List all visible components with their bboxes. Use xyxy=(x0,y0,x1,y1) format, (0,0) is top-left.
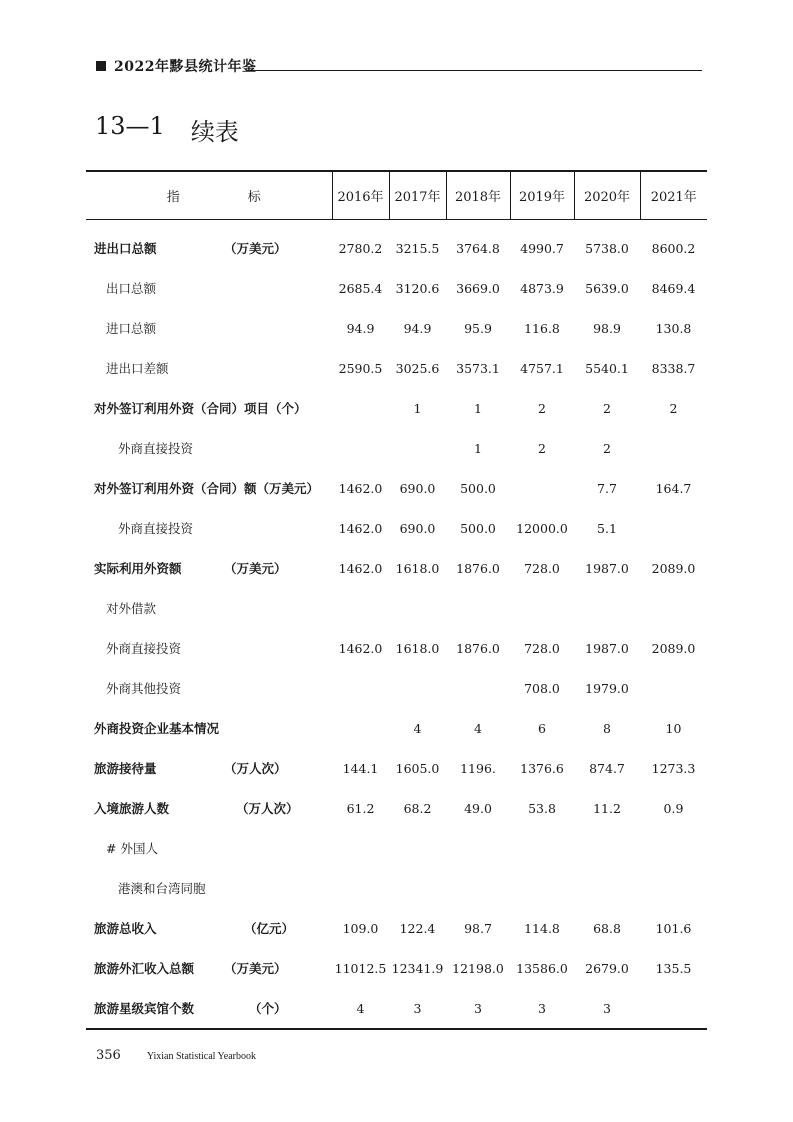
value-cell: 4757.1 xyxy=(520,360,564,376)
year-header: 2018年 xyxy=(446,171,510,220)
table-row xyxy=(86,748,707,788)
value-cell xyxy=(574,828,640,868)
value-cell: 1876.0 xyxy=(456,640,500,656)
value-cell xyxy=(332,708,389,748)
table-title-text: 续表 xyxy=(190,118,239,146)
value-cell: 10 xyxy=(665,720,682,736)
table-row xyxy=(86,588,707,628)
value-cell xyxy=(574,868,640,908)
value-cell: 8469.4 xyxy=(651,280,696,296)
value-cell: 3 xyxy=(474,1000,482,1016)
value-cell xyxy=(389,828,446,868)
value-cell: 1987.0 xyxy=(585,640,629,656)
value-cell: 144.1 xyxy=(342,760,379,776)
value-cell: 3573.1 xyxy=(456,360,500,376)
running-title: 2022年黟县统计年鉴 xyxy=(114,59,257,75)
value-cell: 1462.0 xyxy=(338,480,383,496)
value-cell: 1987.0 xyxy=(585,560,629,576)
value-cell: 2780.2 xyxy=(338,240,383,256)
value-cell: 2 xyxy=(603,440,611,456)
value-cell: 500.0 xyxy=(460,480,496,496)
value-cell: 2590.5 xyxy=(338,360,383,376)
value-cell: 728.0 xyxy=(524,640,560,656)
value-cell xyxy=(446,588,510,628)
value-cell: 874.7 xyxy=(589,760,625,776)
year-header: 2019年 xyxy=(510,171,574,220)
year-header: 2020年 xyxy=(574,171,640,220)
value-cell xyxy=(389,588,446,628)
value-cell xyxy=(640,668,707,708)
row-label-cell xyxy=(86,308,332,348)
value-cell: 3215.5 xyxy=(395,240,440,256)
value-cell: 164.7 xyxy=(655,480,692,496)
value-cell: 68.2 xyxy=(403,800,432,816)
value-cell: 2 xyxy=(603,400,611,416)
year-header: 2021年 xyxy=(640,171,707,220)
value-cell xyxy=(332,388,389,428)
value-cell: 95.9 xyxy=(464,320,492,336)
value-cell: 2089.0 xyxy=(651,640,696,656)
row-label-cell xyxy=(86,468,332,508)
row-unit: （万美元） xyxy=(224,961,287,976)
table-row xyxy=(86,428,707,468)
value-cell xyxy=(332,828,389,868)
value-cell: 130.8 xyxy=(655,320,692,336)
table-row xyxy=(86,948,707,988)
value-cell: 1618.0 xyxy=(395,640,440,656)
value-cell: 2679.0 xyxy=(585,960,629,976)
value-cell: 1618.0 xyxy=(395,560,440,576)
value-cell: 98.7 xyxy=(464,920,492,936)
row-label: 港澳和台湾同胞 xyxy=(118,881,206,896)
row-label: 出口总额 xyxy=(106,281,157,296)
value-cell: 49.0 xyxy=(464,800,492,816)
value-cell xyxy=(389,868,446,908)
value-cell xyxy=(389,428,446,468)
row-label-cell xyxy=(86,548,332,588)
row-unit: （亿元） xyxy=(244,921,295,936)
row-label: 实际利用外资额 xyxy=(94,561,182,576)
table-row xyxy=(86,708,707,748)
indicator-header-char-2: 标 xyxy=(247,190,261,205)
value-cell: 8600.2 xyxy=(651,240,696,256)
value-cell: 3669.0 xyxy=(456,280,500,296)
value-cell: 2089.0 xyxy=(651,560,696,576)
row-label: # 外国人 xyxy=(106,841,158,856)
table-row xyxy=(86,988,707,1029)
value-cell: 68.8 xyxy=(593,920,621,936)
value-cell: 4873.9 xyxy=(520,280,564,296)
row-label-cell xyxy=(86,788,332,828)
table-title xyxy=(95,112,239,147)
value-cell xyxy=(446,868,510,908)
value-cell: 7.7 xyxy=(597,480,617,496)
row-label-cell xyxy=(86,948,332,988)
row-label: 旅游接待量 xyxy=(94,761,157,776)
value-cell: 5.1 xyxy=(597,520,617,536)
value-cell: 728.0 xyxy=(524,560,560,576)
value-cell: 114.8 xyxy=(524,920,560,936)
table-row xyxy=(86,508,707,548)
row-label-cell xyxy=(86,268,332,308)
row-label-cell xyxy=(86,220,332,269)
value-cell: 1196. xyxy=(460,760,496,776)
value-cell: 11.2 xyxy=(593,800,621,816)
row-label-cell xyxy=(86,348,332,388)
indicator-header-char-1: 指 xyxy=(166,190,180,205)
value-cell: 4990.7 xyxy=(520,240,564,256)
row-label-cell xyxy=(86,428,332,468)
black-square-icon xyxy=(96,61,106,71)
value-cell: 708.0 xyxy=(524,680,560,696)
value-cell xyxy=(332,868,389,908)
year-header: 2016年 xyxy=(332,171,389,220)
row-label-cell xyxy=(86,388,332,428)
value-cell: 5540.1 xyxy=(585,360,629,376)
row-label-cell xyxy=(86,988,332,1029)
value-cell xyxy=(640,508,707,548)
value-cell: 2 xyxy=(538,440,546,456)
value-cell: 61.2 xyxy=(346,800,375,816)
value-cell: 2685.4 xyxy=(338,280,383,296)
statistics-table xyxy=(86,170,707,1030)
table-row xyxy=(86,348,707,388)
value-cell xyxy=(446,828,510,868)
value-cell: 5639.0 xyxy=(585,280,629,296)
value-cell xyxy=(640,428,707,468)
value-cell: 1979.0 xyxy=(585,680,629,696)
row-label: 外商直接投资 xyxy=(118,441,194,456)
row-unit: （万美元） xyxy=(224,561,287,576)
value-cell xyxy=(510,828,574,868)
value-cell xyxy=(332,428,389,468)
row-label-cell xyxy=(86,748,332,788)
value-cell: 4 xyxy=(413,720,422,736)
row-label-cell xyxy=(86,668,332,708)
row-label: 旅游外汇收入总额 xyxy=(94,961,195,976)
value-cell xyxy=(510,588,574,628)
row-label-cell xyxy=(86,628,332,668)
row-label: 进出口差额 xyxy=(106,361,169,376)
value-cell: 1 xyxy=(474,440,482,456)
value-cell xyxy=(389,668,446,708)
row-label: 入境旅游人数 xyxy=(94,801,170,816)
value-cell: 690.0 xyxy=(399,520,436,536)
value-cell: 4 xyxy=(356,1000,365,1016)
row-label-cell xyxy=(86,828,332,868)
value-cell xyxy=(640,868,707,908)
value-cell: 1 xyxy=(474,400,482,416)
value-cell: 94.9 xyxy=(403,320,432,336)
value-cell xyxy=(332,668,389,708)
value-cell: 122.4 xyxy=(399,920,436,936)
value-cell: 13586.0 xyxy=(516,960,568,976)
value-cell: 116.8 xyxy=(524,320,560,336)
value-cell: 11012.5 xyxy=(334,960,387,976)
row-unit: （个） xyxy=(249,1001,287,1016)
value-cell xyxy=(640,588,707,628)
row-label: 对外借款 xyxy=(106,601,157,616)
table-row xyxy=(86,548,707,588)
value-cell: 8 xyxy=(603,720,611,736)
value-cell: 101.6 xyxy=(655,920,692,936)
value-cell: 500.0 xyxy=(460,520,496,536)
value-cell xyxy=(332,588,389,628)
row-label: 对外签订利用外资（合同）项目（个） xyxy=(94,401,307,416)
value-cell: 135.5 xyxy=(655,960,692,976)
row-label: 进口总额 xyxy=(106,321,157,336)
value-cell: 5738.0 xyxy=(585,240,629,256)
row-label: 旅游总收入 xyxy=(94,921,157,936)
value-cell: 3025.6 xyxy=(395,360,440,376)
table-row xyxy=(86,788,707,828)
value-cell: 1273.3 xyxy=(651,760,696,776)
value-cell: 12341.9 xyxy=(391,960,444,976)
value-cell: 1462.0 xyxy=(338,640,383,656)
value-cell: 8338.7 xyxy=(651,360,696,376)
value-cell: 2 xyxy=(669,400,678,416)
indicator-header xyxy=(86,171,332,220)
page-footer xyxy=(96,1048,256,1063)
row-label-cell xyxy=(86,508,332,548)
page-number: 356 xyxy=(96,1048,121,1063)
row-unit: （万人次） xyxy=(224,761,287,776)
value-cell xyxy=(510,468,574,508)
running-header xyxy=(96,56,256,76)
table-row xyxy=(86,220,707,269)
value-cell: 53.8 xyxy=(528,800,556,816)
table-row xyxy=(86,668,707,708)
value-cell: 1 xyxy=(413,400,422,416)
value-cell: 94.9 xyxy=(346,320,375,336)
table-row xyxy=(86,308,707,348)
value-cell: 2 xyxy=(538,400,546,416)
row-unit: （万美元） xyxy=(224,241,287,256)
value-cell xyxy=(446,668,510,708)
row-label-cell xyxy=(86,868,332,908)
value-cell: 1376.6 xyxy=(520,760,564,776)
value-cell: 1462.0 xyxy=(338,560,383,576)
value-cell: 4 xyxy=(474,720,482,736)
row-label: 对外签订利用外资（合同）额（万美元） xyxy=(94,481,320,496)
value-cell: 3120.6 xyxy=(395,280,440,296)
value-cell: 3 xyxy=(538,1000,546,1016)
value-cell: 12000.0 xyxy=(516,520,568,536)
value-cell xyxy=(640,988,707,1029)
row-unit: （万人次） xyxy=(236,801,299,816)
table-row xyxy=(86,468,707,508)
value-cell: 1462.0 xyxy=(338,520,383,536)
value-cell: 0.9 xyxy=(663,800,684,816)
value-cell: 3 xyxy=(413,1000,422,1016)
table-header-row xyxy=(86,171,707,220)
value-cell: 6 xyxy=(538,720,546,736)
value-cell: 1876.0 xyxy=(456,560,500,576)
table-row xyxy=(86,908,707,948)
table-row xyxy=(86,828,707,868)
row-label: 外商其他投资 xyxy=(106,681,182,696)
table-row xyxy=(86,388,707,428)
table-number: 13—1 xyxy=(95,112,165,140)
table-row xyxy=(86,268,707,308)
table-body xyxy=(86,220,707,1030)
row-label-cell xyxy=(86,708,332,748)
row-label: 旅游星级宾馆个数 xyxy=(94,1001,195,1016)
row-label: 外商直接投资 xyxy=(118,521,194,536)
value-cell: 690.0 xyxy=(399,480,436,496)
footer-book-title: Yixian Statistical Yearbook xyxy=(146,1051,256,1062)
value-cell xyxy=(510,868,574,908)
value-cell: 1605.0 xyxy=(395,760,440,776)
header-rule xyxy=(246,70,702,71)
value-cell: 98.9 xyxy=(593,320,621,336)
value-cell: 3 xyxy=(603,1000,611,1016)
value-cell: 3764.8 xyxy=(456,240,500,256)
value-cell xyxy=(574,588,640,628)
row-label: 进出口总额 xyxy=(94,241,157,256)
row-label: 外商投资企业基本情况 xyxy=(94,721,220,736)
table-row xyxy=(86,868,707,908)
row-label: 外商直接投资 xyxy=(106,641,182,656)
value-cell: 109.0 xyxy=(342,920,379,936)
year-header: 2017年 xyxy=(389,171,446,220)
row-label-cell xyxy=(86,908,332,948)
value-cell xyxy=(640,828,707,868)
table-row xyxy=(86,628,707,668)
value-cell: 12198.0 xyxy=(452,960,504,976)
row-label-cell xyxy=(86,588,332,628)
